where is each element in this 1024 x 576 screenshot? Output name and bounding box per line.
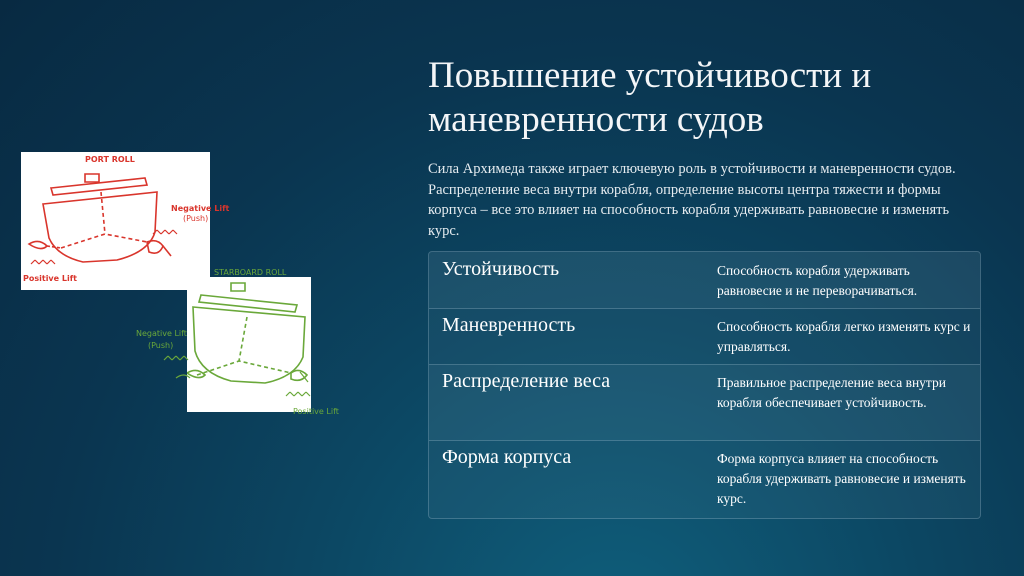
row-term: Устойчивость bbox=[442, 258, 560, 280]
port-negative-lift-label: Negative Lift bbox=[171, 204, 230, 213]
row-description: Способность корабля легко изменять курс и управляться. bbox=[717, 319, 971, 354]
starboard-negative-lift-label: Negative Lift bbox=[136, 329, 187, 338]
row-description: Способность корабля удерживать равновесие и не переворачиваться. bbox=[717, 263, 918, 298]
row-description: Форма корпуса влияет на способность корабля удерживать равновесие и изменять курс. bbox=[717, 451, 966, 506]
starboard-positive-lift-label: Positive Lift bbox=[293, 407, 339, 416]
starboard-push-label: (Push) bbox=[148, 341, 174, 350]
table-row bbox=[429, 252, 980, 309]
port-roll-diagram bbox=[21, 152, 230, 290]
table-row bbox=[429, 308, 980, 365]
table-row bbox=[429, 440, 980, 518]
port-roll-title: PORT ROLL bbox=[85, 155, 135, 164]
row-description: Правильное распределение веса внутри корабля обеспечивает устойчивость. bbox=[717, 375, 946, 410]
row-term: Маневренность bbox=[442, 314, 576, 336]
stability-table bbox=[428, 251, 981, 519]
row-term: Распределение веса bbox=[442, 370, 611, 392]
intro-paragraph: Сила Архимеда также играет ключевую роль в устойчивости и маневренности судов. Распределение веса внутри корабля, определение высоты центра тяжести и формы корпуса – все это влияет на способность корабля удерживать равновесие и изменять курс. bbox=[428, 161, 956, 239]
row-term: Форма корпуса bbox=[442, 446, 572, 468]
slide-title: Повышение устойчивости и маневренности судов bbox=[428, 55, 872, 140]
port-push-label: (Push) bbox=[183, 214, 209, 223]
starboard-roll-title: STARBOARD ROLL bbox=[214, 268, 287, 277]
table-row bbox=[429, 364, 980, 441]
port-positive-lift-label: Positive Lift bbox=[23, 274, 77, 283]
port-roll-ship-drawing bbox=[21, 152, 210, 290]
starboard-arrows bbox=[160, 352, 360, 432]
